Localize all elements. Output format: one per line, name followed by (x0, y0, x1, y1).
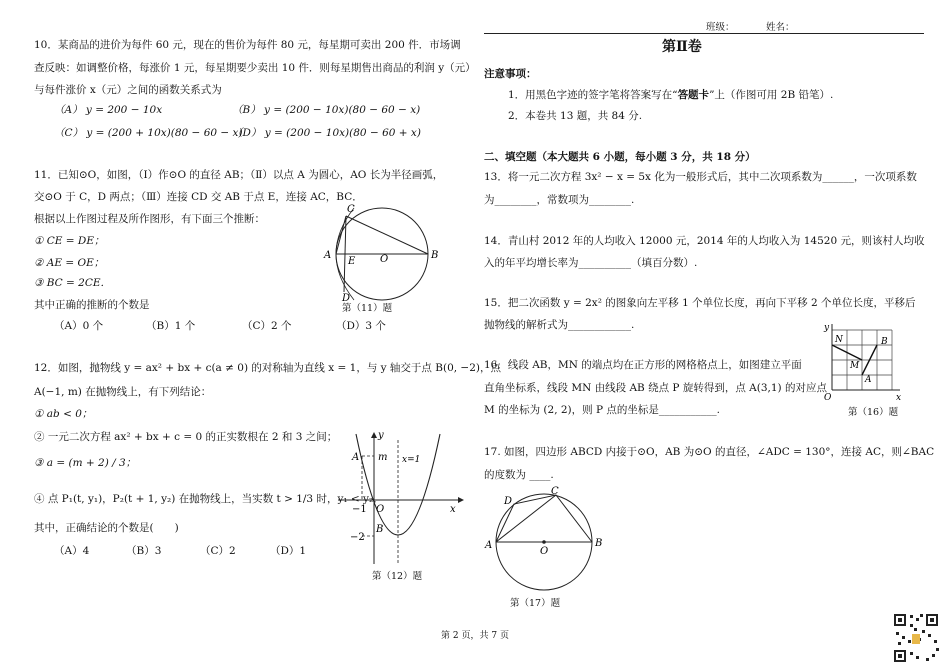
q17-line1: 17. 如图，四边形 ABCD 内接于⊙O，AB 为⊙O 的直径，∠ADC = 130°，连接 AC，则∠BAC (484, 446, 935, 458)
q12-statement-3: ③ a = (m + 2) / 3； (34, 457, 137, 469)
q12-parabola (356, 434, 440, 535)
q10-option-b: （B） y = (200 − 10x)(80 − 60 − x) (232, 104, 421, 116)
q12-option-d: （D）1 (270, 545, 307, 557)
q11-label-o: O (380, 254, 389, 265)
q12-label-m: m (378, 452, 388, 463)
q12-label-neg1: −1 (352, 504, 367, 515)
q16-label-x: x (896, 393, 902, 403)
q11-label-c: C (347, 204, 355, 215)
q11-statement-3: ③ BC = 2CE． (34, 277, 112, 289)
q12-label-neg2: −2 (350, 532, 365, 543)
q12-label-a: A (352, 452, 360, 463)
q12-question: 其中，正确结论的个数是( ) (34, 522, 179, 534)
q14-line2: 入的年平均增长率为__________（填百分数）. (484, 257, 698, 269)
notice-1: 1．用黑色字迹的签字笔将答案写在“答题卡”上（作图可用 2B 铅笔）. (508, 89, 834, 101)
q16-label-b: B (881, 337, 888, 347)
q12-option-c: （C）2 (200, 545, 236, 557)
q11-label-d: D (342, 293, 351, 304)
q17-line2: 的度数为 ____. (484, 469, 554, 481)
q11-option-a: （A）0 个 (54, 320, 104, 332)
q13-line1: 13．将一元二次方程 3x² − x = 5x 化为一般形式后，其中二次项系数为______，一次项系数 (484, 171, 917, 183)
qr-code-icon (892, 612, 940, 664)
q16-label-m: M (850, 361, 860, 371)
q11-caption: 第（11）题 (342, 303, 393, 314)
q11-label-e: E (348, 256, 356, 267)
q12-statement-1: ① ab < 0； (34, 408, 93, 420)
q17-label-b: B (595, 538, 603, 549)
class-label: 班级： (706, 22, 735, 33)
name-label: 姓名： (766, 22, 795, 33)
q12-label-x1: x=1 (402, 455, 421, 465)
q11-question: 其中正确的推断的个数是 (34, 299, 150, 311)
q11-line3: 根据以上作图过程及所作图形，有下面三个推断： (34, 213, 265, 225)
q11-label-b: B (431, 250, 439, 261)
q15-line2: 抛物线的解析式为____________. (484, 319, 635, 331)
q16-label-n: N (835, 335, 843, 345)
q10-option-a: （A） y = 200 − 10x (54, 104, 163, 116)
q17-figure (484, 486, 610, 596)
q14-line1: 14．青山村 2012 年的人均收入 12000 元，2014 年的人均收入为 14520 元，则该村人均收 (484, 235, 925, 247)
q11-figure (314, 200, 444, 305)
q12-caption: 第（12）题 (372, 571, 423, 582)
header-rule (484, 33, 924, 34)
q11-option-c: （C）2 个 (242, 320, 292, 332)
q16-figure (820, 322, 902, 406)
q12-label-o: O (376, 504, 385, 515)
q16-label-a: A (865, 375, 872, 385)
q10-line2: 查反映：如调整价格，每涨价 1 元，每星期要少卖出 10 件．则每星期售出商品的利润 y（元） (34, 62, 476, 74)
q11-option-d: （D）3 个 (336, 320, 386, 332)
page-number: 第 2 页，共 7 页 (441, 631, 509, 641)
notice-2: 2．本卷共 13 题，共 84 分. (508, 110, 643, 122)
section-title: 第Ⅱ卷 (662, 39, 702, 55)
q15-line1: 15．把二次函数 y = 2x² 的图象向左平移 1 个单位长度，再向下平移 2 个单位长度，平移后 (484, 297, 916, 309)
q16-label-o: O (824, 393, 832, 403)
q12-option-a: （A）4 (54, 545, 90, 557)
q11-statement-2: ② AE = OE； (34, 257, 105, 269)
q11-segment-bc (346, 216, 428, 254)
q12-figure (332, 430, 466, 570)
q12-label-y: y (378, 430, 384, 441)
q13-line2: 为________，常数项为________. (484, 194, 635, 206)
q10-option-d: （D） y = (200 − 10x)(80 − 60 + x) (232, 127, 421, 139)
q10-line1: 10．某商品的进价为每件 60 元，现在的售价为每件 80 元，每星期可卖出 200 件．市场调 (34, 39, 461, 51)
q16-label-y: y (824, 323, 830, 333)
q12-label-b: B (376, 524, 384, 535)
q12-option-b: （B）3 (126, 545, 162, 557)
q17-label-c: C (551, 486, 559, 497)
q11-line1: 11．已知⊙O，如图，（Ⅰ）作⊙O 的直径 AB；（Ⅱ）以点 A 为圆心，AO 长为半径画弧， (34, 169, 444, 181)
q12-statement-2: ② 一元二次方程 ax² + bx + c = 0 的正实数根在 2 和 3 之间； (34, 431, 338, 443)
q11-label-a: A (324, 250, 332, 261)
q12-line1: 12．如图，抛物线 y = ax² + bx + c(a ≠ 0) 的对称轴为直线 x = 1，与 y 轴交于点 B(0, −2)，点 (34, 362, 502, 374)
q17-label-a: A (485, 540, 493, 551)
notice-title: 注意事项： (484, 68, 537, 80)
q12-statement-4: ④ 点 P₁(t, y₁)，P₂(t + 1, y₂) 在抛物线上，当实数 t > 1/3 时，y₁ < y₂． (34, 493, 384, 505)
q11-option-b: （B）1 个 (146, 320, 196, 332)
q11-statement-1: ① CE = DE； (34, 235, 105, 247)
q16-line2: 直角坐标系，线段 MN 由线段 AB 绕点 P 旋转得到，点 A(3,1) 的对应点 (484, 382, 827, 394)
q17-caption: 第（17）题 (510, 598, 561, 609)
q17-label-o: O (540, 546, 549, 557)
q17-label-d: D (504, 496, 513, 507)
fill-blank-section-title: 二、填空题（本大题共 6 小题，每小题 3 分，共 18 分） (484, 151, 756, 163)
q11-line2: 交⊙O 于 C，D 两点；（Ⅲ）连接 CD 交 AB 于点 E，连接 AC，BC． (34, 191, 363, 203)
q16-line3: M 的坐标为 (2, 2)，则 P 点的坐标是___________. (484, 404, 720, 416)
q10-line3: 与每件涨价 x（元）之间的函数关系式为 (34, 84, 222, 96)
q12-line2: A(−1, m) 在抛物线上，有下列结论： (34, 386, 212, 398)
q16-line1: 16．线段 AB，MN 的端点均在正方形的网格格点上，如图建立平面 (484, 359, 802, 371)
q10-option-c: （C） y = (200 + 10x)(80 − 60 − x) (54, 127, 243, 139)
q12-label-x: x (450, 504, 456, 515)
q16-caption: 第（16）题 (848, 407, 899, 418)
